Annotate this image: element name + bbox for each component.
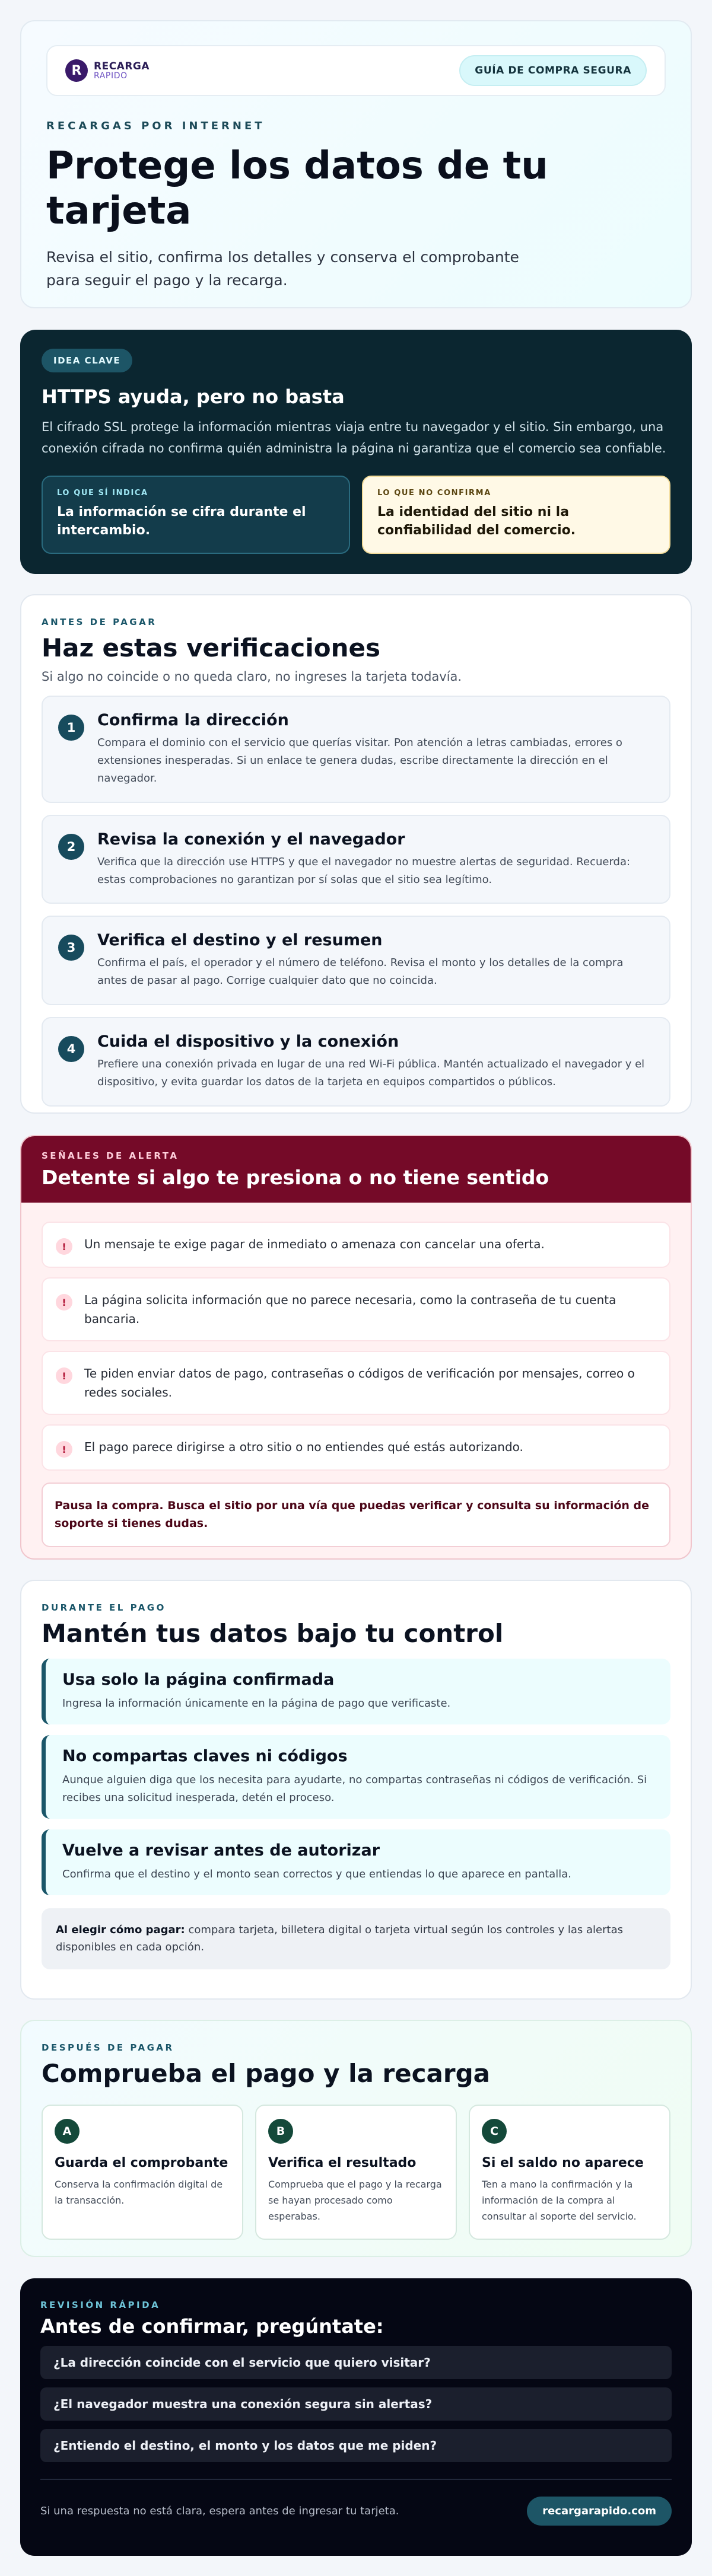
letter-badge: B [268, 2119, 293, 2144]
alert-icon: ! [56, 1238, 72, 1255]
control-item-text: Ingresa la información únicamente en la página de pago que verificaste. [62, 1697, 451, 1710]
step-item [42, 1017, 670, 1107]
key-idea-title: HTTPS ayuda, pero no basta [42, 385, 345, 408]
step-number: 1 [58, 715, 84, 741]
warning-item [42, 1424, 670, 1471]
key-idea-section [20, 330, 692, 574]
after-card [255, 2105, 457, 2240]
review-question: ¿Entiendo el destino, el monto y los datos que me piden? [40, 2429, 672, 2462]
hero-eyebrow: RECARGAS POR INTERNET [46, 120, 265, 132]
control-item [42, 1735, 670, 1819]
review-footer-text: Si una respuesta no está clara, espera antes de ingresar tu tarjeta. [40, 2505, 399, 2517]
control-item [42, 1829, 670, 1895]
step-text: Compara el dominio con el servicio que querías visitar. Pon atención a letras cambiadas, errores o extensiones inesperadas. Si un enlace te genera dudas, escribe directamente la dirección en el navegador. [97, 737, 622, 785]
step-title: Revisa la conexión y el navegador [97, 830, 405, 849]
key-idea-tag: IDEA CLAVE [42, 349, 132, 372]
step-number: 2 [58, 834, 84, 860]
after-card-title: Guarda el comprobante [55, 2156, 228, 2170]
warning-text: Un mensaje te exige pagar de inmediato o amenaza con cancelar una oferta. [84, 1237, 545, 1251]
indicates-card [42, 476, 350, 554]
warning-eyebrow: SEÑALES DE ALERTA [42, 1150, 179, 1161]
review-question: ¿El navegador muestra una conexión segura sin alertas? [40, 2387, 672, 2421]
hero-intro: Revisa el sitio, confirma los detalles y conserva el comprobante para seguir el pago y la recarga. [46, 248, 519, 289]
after-eyebrow: DESPUÉS DE PAGAR [42, 2042, 174, 2053]
page-title: Protege los datos de tu tarjeta [46, 144, 548, 233]
after-card-text: Ten a mano la confirmación y la información de la compra al consultar al soporte del servicio. [482, 2179, 637, 2223]
review-eyebrow: REVISIÓN RÁPIDA [40, 2300, 161, 2310]
logo-sub: RAPIDO [94, 71, 128, 81]
warning-title: Detente si algo te presiona o no tiene sentido [42, 1166, 549, 1189]
alert-icon: ! [56, 1367, 72, 1384]
after-card-title: Si el saldo no aparece [482, 2156, 644, 2170]
logo[interactable] [65, 59, 150, 82]
warning-text: Te piden enviar datos de pago, contraseñas o códigos de verificación por mensajes, correo o redes sociales. [84, 1366, 635, 1399]
payment-note-bold: Al elegir cómo pagar: [56, 1923, 185, 1936]
payment-note-text: compara tarjeta, billetera digital o tarjeta virtual según los controles y las alertas disponibles en cada opción. [56, 1923, 623, 1954]
key-idea-text: El cifrado SSL protege la información mientras viaja entre tu navegador y el sitio. Sin embargo, una conexión cifrada no confirma quién administra la página ni garantiza que el comercio sea confiable. [42, 420, 666, 456]
control-title: Mantén tus datos bajo tu control [42, 1619, 504, 1648]
site-header [46, 45, 666, 96]
step-title: Verifica el destino y el resumen [97, 931, 383, 950]
indicates-label: LO QUE SÍ INDICA [57, 489, 148, 498]
control-item-title: No compartas claves ni códigos [62, 1746, 348, 1765]
step-title: Confirma la dirección [97, 711, 289, 729]
step-text: Verifica que la dirección use HTTPS y que el navegador no muestre alertas de seguridad. Recuerda: estas comprobaciones no garantizan por sí solas que el sitio sea legítimo. [97, 855, 631, 886]
step-title: Cuida el dispositivo y la conexión [97, 1032, 399, 1051]
warning-item [42, 1351, 670, 1415]
warning-signs-section [20, 1135, 692, 1560]
control-item-text: Confirma que el destino y el monto sean correctos y que entiendas lo que aparece en pantalla. [62, 1867, 571, 1880]
step-item [42, 696, 670, 803]
after-card-text: Conserva la confirmación digital de la transacción. [55, 2179, 223, 2207]
not-confirm-card [362, 476, 670, 554]
indicates-text: La información se cifra durante el intercambio. [57, 505, 306, 538]
control-eyebrow: DURANTE EL PAGO [42, 1602, 166, 1613]
control-item-text: Aunque alguien diga que los necesita para ayudarte, no compartas contraseñas ni códigos de verificación. Si recibes una solicitud inesperada, detén el proceso. [62, 1773, 647, 1804]
quick-review-section [20, 2278, 692, 2556]
hero-section [20, 20, 692, 308]
site-link-button[interactable]: recargarapido.com [527, 2497, 672, 2526]
review-title: Antes de confirmar, pregúntate: [40, 2315, 384, 2338]
step-item [42, 916, 670, 1005]
logo-icon: R [65, 59, 88, 82]
warning-text: La página solicita información que no parece necesaria, como la contraseña de tu cuenta bancaria. [84, 1293, 616, 1326]
after-card-text: Comprueba que el pago y la recarga se hayan procesado como esperabas. [268, 2179, 442, 2223]
checks-eyebrow: ANTES DE PAGAR [42, 617, 157, 627]
step-number: 3 [58, 935, 84, 961]
after-title: Comprueba el pago y la recarga [42, 2059, 490, 2088]
not-confirm-label: LO QUE NO CONFIRMA [377, 489, 491, 498]
review-footer [40, 2479, 672, 2526]
not-confirm-text: La identidad del sitio ni la confiabilidad del comercio. [377, 505, 576, 538]
letter-badge: C [482, 2119, 507, 2144]
step-text: Confirma el país, el operador y el número de teléfono. Revisa el monto y los detalles de la compra antes de pasar al pago. Corrige cualquier dato que no coincida. [97, 957, 624, 987]
control-section [20, 1580, 692, 2000]
guide-badge: GUÍA DE COMPRA SEGURA [459, 55, 647, 86]
payment-method-note [42, 1908, 670, 1970]
warning-header [21, 1136, 691, 1203]
alert-icon: ! [56, 1441, 72, 1458]
after-card [42, 2105, 243, 2240]
step-item [42, 815, 670, 904]
step-number: 4 [58, 1036, 84, 1062]
step-text: Prefiere una conexión privada en lugar de una red Wi-Fi pública. Mantén actualizado el navegador y el dispositivo, y evita guardar los datos de la tarjeta en equipos compartidos o públicos. [97, 1058, 645, 1088]
control-item-title: Usa solo la página confirmada [62, 1670, 335, 1689]
warning-note: Pausa la compra. Busca el sitio por una vía que puedas verificar y consulta su información de soporte si tienes dudas. [42, 1483, 670, 1547]
after-card-title: Verifica el resultado [268, 2156, 417, 2170]
after-payment-section [20, 2020, 692, 2257]
after-card [469, 2105, 670, 2240]
control-item [42, 1659, 670, 1724]
checks-subtitle: Si algo no coincide o no queda claro, no ingreses la tarjeta todavía. [42, 669, 462, 684]
alert-icon: ! [56, 1294, 72, 1311]
warning-text: El pago parece dirigirse a otro sitio o no entiendes qué estás autorizando. [84, 1440, 523, 1454]
checks-title: Haz estas verificaciones [42, 633, 380, 662]
control-item-title: Vuelve a revisar antes de autorizar [62, 1841, 380, 1860]
warning-item [42, 1222, 670, 1268]
checks-section [20, 594, 692, 1114]
warning-item [42, 1277, 670, 1341]
logo-name: RECARGA [94, 60, 150, 72]
letter-badge: A [55, 2119, 80, 2144]
review-question: ¿La dirección coincide con el servicio que quiero visitar? [40, 2346, 672, 2379]
